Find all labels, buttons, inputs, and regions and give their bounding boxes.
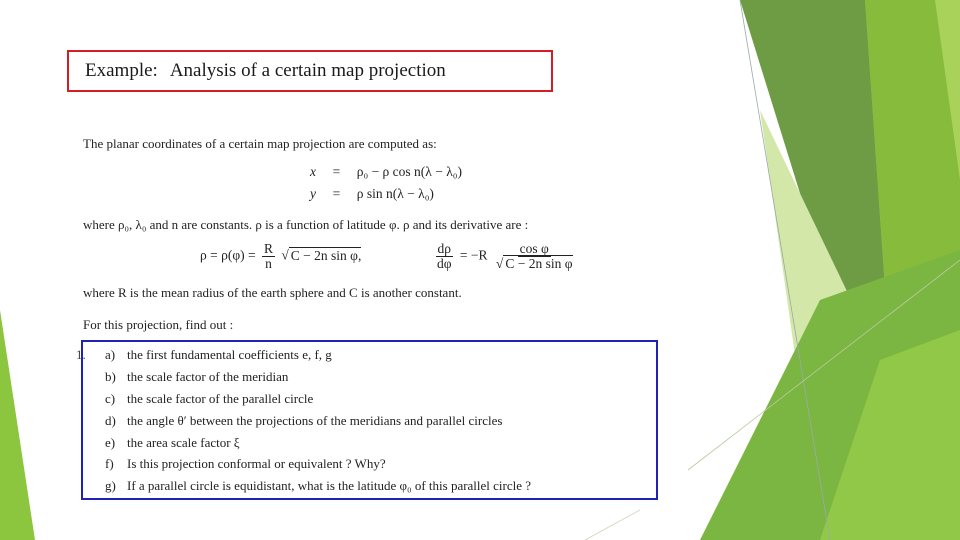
question-item <box>105 391 313 407</box>
question-item <box>105 478 531 494</box>
question-number: 1. <box>76 347 86 362</box>
example-label: Example: <box>85 60 158 81</box>
question-label: e) <box>105 435 116 450</box>
question-label: b) <box>105 369 116 384</box>
question-text: the angle θ′ between the projections of the meridians and parallel circles <box>127 413 503 428</box>
example-title: Analysis of a certain map projection <box>169 60 446 81</box>
question-text: the first fundamental coefficients e, f, g <box>127 347 332 362</box>
question-text: the scale factor of the meridian <box>127 369 289 384</box>
question-text: the scale factor of the parallel circle <box>127 391 314 406</box>
equation-x: x = ρ₀ − ρ cos n(λ − λ₀) <box>310 164 462 179</box>
question-label: a) <box>105 347 116 362</box>
question-item <box>105 456 386 472</box>
question-item <box>105 347 332 363</box>
question-label: f) <box>105 456 114 471</box>
question-item <box>105 413 502 429</box>
constants-text: where ρ₀, λ₀ and n are constants. ρ is a function of latitude φ. ρ and its derivative are : <box>83 217 529 232</box>
question-text: Is this projection conformal or equivalent ? Why? <box>127 456 386 471</box>
intro-text: The planar coordinates of a certain map projection are computed as: <box>83 136 437 151</box>
find-out-text: For this projection, find out : <box>83 317 234 332</box>
question-text: If a parallel circle is equidistant, what is the latitude φ₀ of this parallel circle ? <box>127 478 532 493</box>
equation-y: y = ρ sin n(λ − λ₀) <box>310 186 434 201</box>
rho-derivative-equation: $\frac{d\rho}{d\varphi}$ = −R $\frac{\text{cos φ}}{\text{√ C − 2n sin φ}}$ <box>437 241 573 271</box>
question-label: d) <box>105 413 116 428</box>
question-text: the area scale factor ξ <box>127 435 240 450</box>
question-label: g) <box>105 478 116 493</box>
radius-text: where R is the mean radius of the earth sphere and C is another constant. <box>83 285 462 300</box>
example-title-box <box>67 50 553 92</box>
question-item <box>105 435 240 451</box>
question-label: c) <box>105 391 116 406</box>
question-item <box>105 369 288 385</box>
rho-equation: ρ = ρ(φ) = $\frac{R}{n}$ √ C − 2n sin φ, <box>200 241 362 271</box>
